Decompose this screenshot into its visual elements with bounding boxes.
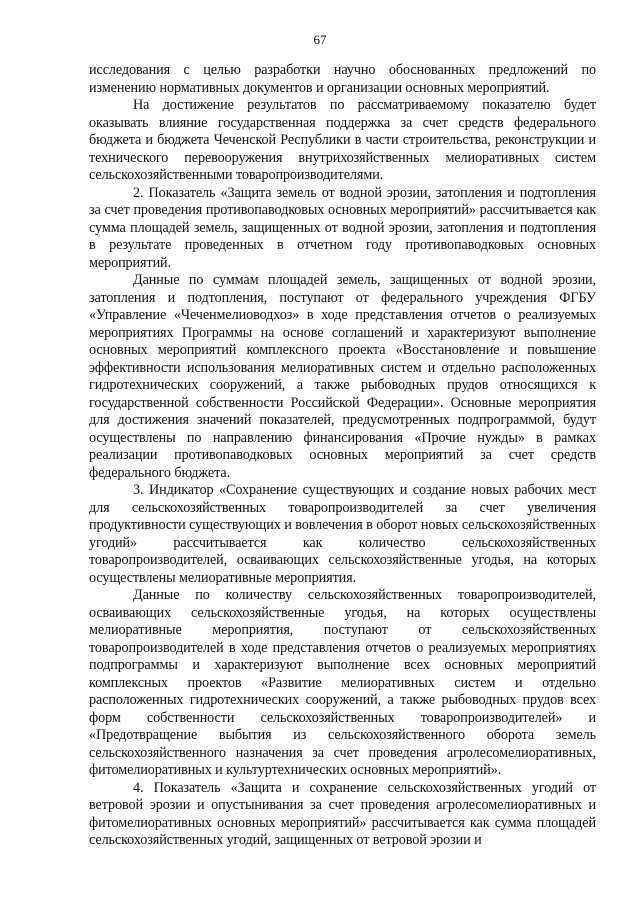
paragraph-3: 2. Показатель «Защита земель от водной эрозии, затопления и подтопления за счет проведения противопаводковых основных мероприятий» рассчитывается как сумма площадей земель, защищенных от водной эрозии, затопления и подтопления в результате проведенных в отчетном году противопаводковых основных мероприятий.	[89, 184, 596, 271]
paragraph-6: Данные по количеству сельскохозяйственных товаропроизводителей, осваивающих сельскохозяйственные угодья, на которых осуществлены мелиоративные мероприятия, поступают от сельскохозяйственных товаропроизводителей в ходе представления отчетов о реализуемых мероприятиях подпрограммы и характеризуют выполнение всех основных мероприятий комплексных проектов «Развитие мелиоративных систем и отдельно расположенных гидротехнических сооружений, а также рыбоводных прудов всех форм собственности сельскохозяйственных товаропроизводителей» и «Предотвращение выбытия из сельскохозяйственного оборота земель сельскохозяйственного назначения за счет проведения агролесомелиоративных, фитомелиоративных и культуртехнических основных мероприятий».	[89, 587, 596, 778]
paragraph-2: На достижение результатов по рассматриваемому показателю будет оказывать влияние государственная поддержка за счет средств федерального бюджета и бюджета Чеченской Республики в части строительства, реконструкции и технического перевооружения внутрихозяйственных мелиоративных систем сельскохозяйственными товаропроизводителями.	[89, 97, 596, 183]
paragraph-7: 4. Показатель «Защита и сохранение сельскохозяйственных угодий от ветровой эрозии и опустынивания за счет проведения агролесомелиоративных и фитомелиоративных основных мероприятий» рассчитывается как сумма площадей сельскохозяйственных угодий, защищенных от ветровой эрозии и	[89, 779, 596, 848]
paragraph-5: 3. Индикатор «Сохранение существующих и создание новых рабочих мест для сельскохозяйственных товаропроизводителей за счет увеличения продуктивности существующих и вовлечения в оборот новых сельскохозяйственных угодий» рассчитывается как количество сельскохозяйственных товаропроизводителей, осваивающих сельскохозяйственные угодья, на которых осуществлены мелиоративные мероприятия.	[89, 482, 596, 586]
document-body	[89, 62, 596, 850]
paragraph-1: исследования с целью разработки научно обоснованных предложений по изменению нормативных документов и организации основных мероприятий.	[89, 62, 596, 96]
paragraph-4: Данные по суммам площадей земель, защищенных от водной эрозии, затопления и подтопления, поступают от федерального учреждения ФГБУ «Управление «Чеченмелиоводхоз» в ходе представления отчетов о реализуемых мероприятиях Программы на основе соглашений и характеризуют выполнение основных мероприятий комплексного проекта «Восстановление и повышение эффективности использования мелиоративных систем и отдельно расположенных гидротехнических сооружений, а также рыбоводных прудов относящихся к государственной собственности Российской Федерации». Основные мероприятия для достижения значений показателей, предусмотренных подпрограммой, будут осуществлены по направлению финансирования «Прочие нужды» в рамках реализации противопаводковых основных мероприятий за счет средств федерального бюджета.	[89, 272, 596, 481]
page-number: 67	[313, 32, 327, 47]
